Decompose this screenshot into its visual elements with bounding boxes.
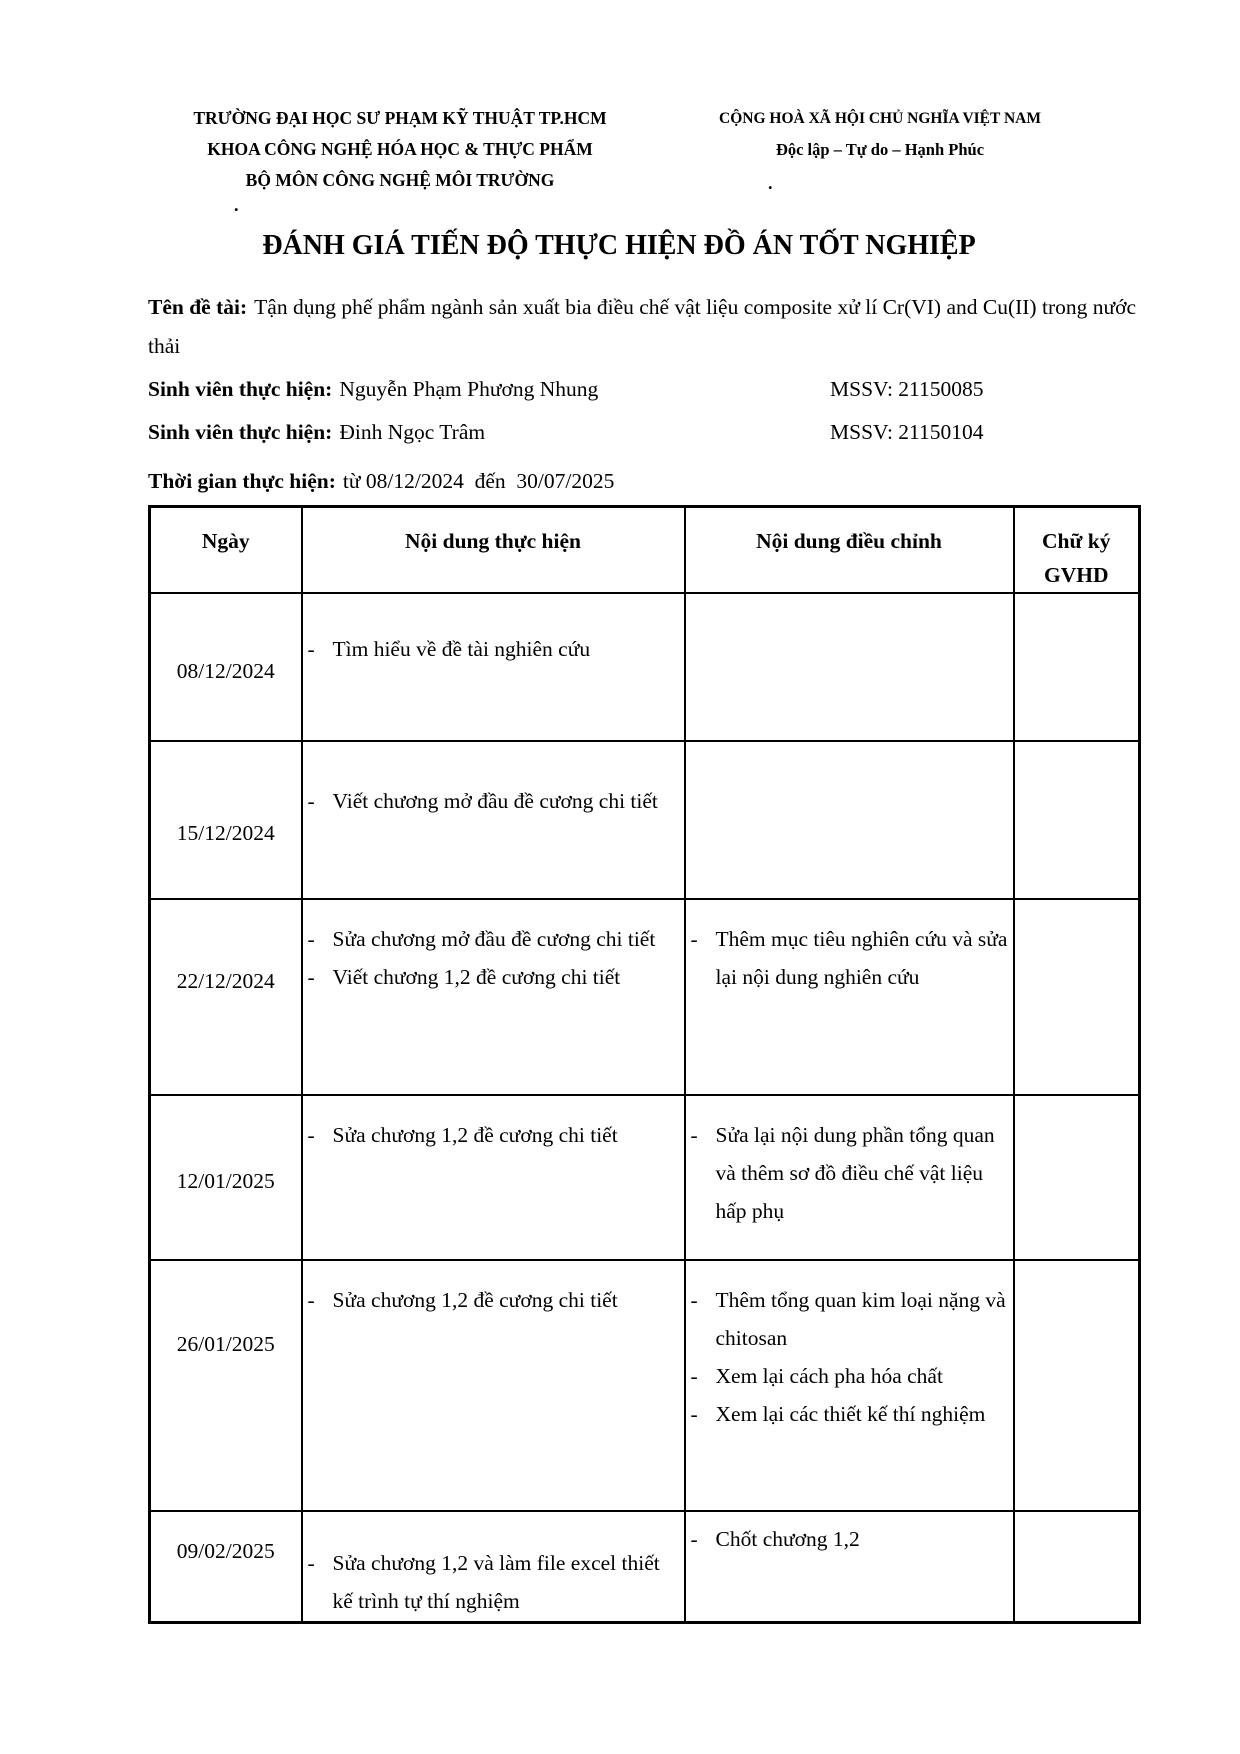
- bullet-text: Viết chương 1,2 đề cương chi tiết: [332, 965, 621, 989]
- date-cell: 12/01/2025: [150, 1095, 302, 1260]
- bullet-dash: -: [307, 1123, 315, 1147]
- bullet-text: Thêm mục tiêu nghiên cứu và sửa lại nội dung nghiên cứu: [715, 927, 1008, 989]
- bullet-text: Sửa chương 1,2 đề cương chi tiết: [332, 1288, 618, 1312]
- bullet-dash: -: [690, 1402, 698, 1426]
- table-row: [150, 899, 1140, 1095]
- header-adjust: Nội dung điều chỉnh: [685, 507, 1014, 594]
- university-header: [118, 103, 682, 196]
- signature-cell: [1014, 1511, 1140, 1622]
- topic-line: [148, 288, 1140, 366]
- content-cell: [302, 1095, 685, 1260]
- student-label: Sinh viên thực hiện:: [148, 420, 333, 444]
- signature-cell: [1014, 1260, 1140, 1511]
- signature-cell: [1014, 1095, 1140, 1260]
- department-name: BỘ MÔN CÔNG NGHỆ MÔI TRƯỜNG: [245, 170, 555, 190]
- signature-cell: [1014, 741, 1140, 899]
- bullet-item: [686, 1520, 1013, 1558]
- bullet-text: Xem lại các thiết kế thí nghiệm: [715, 1402, 986, 1426]
- bullet-text: Thêm tổng quan kim loại nặng và chitosan: [715, 1288, 1006, 1350]
- student-line-2: [148, 413, 1140, 452]
- duration-label: Thời gian thực hiện:: [148, 469, 336, 493]
- national-header: [658, 103, 1102, 165]
- adjust-cell: [685, 741, 1014, 899]
- date-cell: 22/12/2024: [150, 899, 302, 1095]
- adjust-cell: [685, 1095, 1014, 1260]
- bullet-text: Xem lại cách pha hóa chất: [715, 1364, 943, 1388]
- topic-label: Tên đề tài:: [148, 295, 248, 319]
- progress-table: [148, 505, 1141, 1624]
- bullet-dash: -: [690, 1527, 698, 1551]
- bullet-item: [303, 630, 684, 668]
- content-cell: [302, 1511, 685, 1622]
- bullet-text: Viết chương mở đầu đề cương chi tiết: [332, 789, 658, 813]
- table-row: [150, 1260, 1140, 1511]
- adjust-cell: [685, 593, 1014, 741]
- table-row: [150, 1511, 1140, 1622]
- table-body: [150, 593, 1140, 1622]
- duration-text: từ 08/12/2024 đến 30/07/2025: [342, 469, 615, 493]
- table-row: [150, 741, 1140, 899]
- national-motto-line2: Độc lập – Tự do – Hạnh Phúc: [775, 140, 985, 159]
- bullet-dash: -: [307, 927, 315, 951]
- bullet-dash: -: [690, 1364, 698, 1388]
- content-cell: [302, 899, 685, 1095]
- document-title: ĐÁNH GIÁ TIẾN ĐỘ THỰC HIỆN ĐỒ ÁN TỐT NGHIỆP: [262, 230, 976, 261]
- student-mssv: MSSV: 21150085: [830, 377, 984, 401]
- duration-line: [148, 462, 1140, 501]
- header-date: Ngày: [150, 507, 302, 594]
- university-name: TRƯỜNG ĐẠI HỌC SƯ PHẠM KỸ THUẬT TP.HCM: [193, 108, 607, 128]
- adjust-cell: [685, 1260, 1014, 1511]
- date-cell: 09/02/2025: [150, 1511, 302, 1622]
- bullet-dash: -: [307, 1551, 315, 1575]
- bullet-dash: -: [307, 1288, 315, 1312]
- bullet-text: Tìm hiểu về đề tài nghiên cứu: [332, 637, 591, 661]
- bullet-item: [686, 920, 1013, 996]
- bullet-dash: -: [307, 789, 315, 813]
- student-name: Nguyễn Phạm Phương Nhung: [339, 377, 599, 401]
- bullet-text: Sửa chương 1,2 và làm file excel thiết kế trình tự thí nghiệm: [332, 1551, 660, 1613]
- bullet-text: Sửa lại nội dung phần tổng quan và thêm sơ đồ điều chế vật liệu hấp phụ: [715, 1123, 995, 1223]
- bullet-item: [303, 1116, 684, 1154]
- bullet-item: [303, 958, 684, 996]
- signature-cell: [1014, 593, 1140, 741]
- bullet-dash: -: [690, 1123, 698, 1147]
- bullet-item: [303, 920, 684, 958]
- adjust-cell: [685, 899, 1014, 1095]
- bullet-text: Sửa chương mở đầu đề cương chi tiết: [332, 927, 656, 951]
- national-motto-line1: CỘNG HOÀ XÃ HỘI CHỦ NGHĨA VIỆT NAM: [719, 110, 1041, 127]
- table-row: [150, 1095, 1140, 1260]
- student-mssv: MSSV: 21150104: [830, 420, 984, 444]
- signature-cell: [1014, 899, 1140, 1095]
- bullet-item: [686, 1395, 1013, 1433]
- bullet-text: Sửa chương 1,2 đề cương chi tiết: [332, 1123, 618, 1147]
- header-signature: Chữ ký GVHD: [1014, 507, 1140, 594]
- bullet-dash: -: [307, 965, 315, 989]
- topic-text: Tận dụng phế phẩm ngành sản xuất bia điều chế vật liệu composite xử lí Cr(VI) and Cu(II) trong nước thải: [148, 295, 1137, 358]
- date-cell: 26/01/2025: [150, 1260, 302, 1511]
- stray-period-right: .: [768, 173, 773, 193]
- bullet-item: [686, 1281, 1013, 1357]
- stray-period-left: .: [234, 195, 239, 215]
- bullet-item: [686, 1357, 1013, 1395]
- bullet-item: [303, 1544, 684, 1620]
- student-line-1: [148, 370, 1140, 409]
- content-cell: [302, 593, 685, 741]
- bullet-item: [303, 1281, 684, 1319]
- adjust-cell: [685, 1511, 1014, 1622]
- bullet-item: [686, 1116, 1013, 1230]
- table-header-row: [150, 507, 1140, 594]
- bullet-dash: -: [690, 927, 698, 951]
- student-label: Sinh viên thực hiện:: [148, 377, 333, 401]
- header-content: Nội dung thực hiện: [302, 507, 685, 594]
- date-cell: 15/12/2024: [150, 741, 302, 899]
- student-name: Đinh Ngọc Trâm: [339, 420, 486, 444]
- bullet-item: [303, 782, 684, 820]
- bullet-dash: -: [307, 637, 315, 661]
- bullet-text: Chốt chương 1,2: [715, 1527, 860, 1551]
- content-cell: [302, 1260, 685, 1511]
- content-cell: [302, 741, 685, 899]
- faculty-name: KHOA CÔNG NGHỆ HÓA HỌC & THỰC PHẨM: [207, 139, 593, 159]
- table-row: [150, 593, 1140, 741]
- bullet-dash: -: [690, 1288, 698, 1312]
- date-cell: 08/12/2024: [150, 593, 302, 741]
